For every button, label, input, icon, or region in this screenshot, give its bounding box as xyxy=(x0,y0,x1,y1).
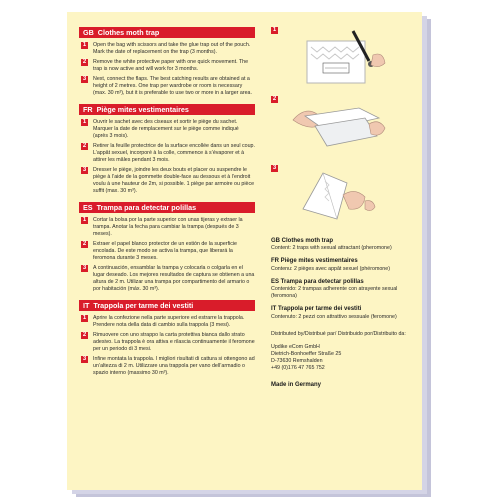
section-title: Clothes moth trap xyxy=(97,28,160,37)
step-number: 2 xyxy=(82,59,87,65)
info-column xyxy=(271,27,415,388)
contents-item xyxy=(271,279,415,300)
step-number: 3 xyxy=(82,76,87,82)
contents-title: GB Clothes moth trap xyxy=(271,238,334,244)
step xyxy=(79,315,255,329)
step xyxy=(79,76,255,97)
contents-text: Contenuto: 2 pezzi con attrattivo sessuale (feromone) xyxy=(271,313,397,320)
section-header xyxy=(79,27,255,38)
illustration-number: 1 xyxy=(272,27,277,33)
made-in-label: Made in Germany xyxy=(271,381,322,388)
step-text: Retirer la feuille protectrice de la surface encollée dans un seul coup. L’appât sexuel, incorporé à la colle, commence à s’évaporer et à attirer les mâles pendant 3 mois. xyxy=(93,143,255,163)
step xyxy=(79,241,255,262)
section-es xyxy=(79,202,255,293)
illustration-1 xyxy=(271,27,415,88)
lang-code: FR xyxy=(83,105,93,114)
lang-code: ES xyxy=(83,203,93,212)
step-number: 2 xyxy=(82,143,87,149)
section-title: Trappola per tarme dei vestiti xyxy=(93,301,194,310)
illustration-2 xyxy=(271,96,415,157)
step-number: 3 xyxy=(82,265,87,271)
step-text: Extraer el papel blanco protector de un estión de la superficie encolada. De este modo se activa la trampa, que liberará la feromona durante 3 meses. xyxy=(93,241,237,261)
peel-protective-paper-illustration xyxy=(285,96,395,156)
contents-title: IT Trappola per tarme dei vestiti xyxy=(271,306,362,313)
section-it xyxy=(79,300,255,377)
step-number: 3 xyxy=(82,167,87,173)
contents-text: Contenido: 2 trampas adherente con atrayente sexual (feromona) xyxy=(271,286,398,300)
contents-item xyxy=(271,306,415,320)
illustration-number: 2 xyxy=(272,96,277,102)
section-header xyxy=(79,202,255,213)
contents-title: ES Trampa para detectar polillas xyxy=(271,278,364,285)
section-gb xyxy=(79,27,255,97)
step xyxy=(79,143,255,164)
contents-list xyxy=(271,238,415,321)
section-header xyxy=(79,104,255,115)
instruction-leaflet xyxy=(67,12,422,490)
distributor-address xyxy=(271,344,415,372)
contents-text: Content: 2 traps with sexual attractant (pheromone) xyxy=(271,245,392,252)
step xyxy=(79,42,255,56)
step-text: A continuación, ensamblar la trampa y colocarla o colgarla en el lugar deseado. Los mejores resultados de captura se obtienen a una altura de 2 m. Utilizar una trampa por compartimento del armario o por habitación (máx. 30 m³). xyxy=(93,265,255,292)
phone-number: +49 (0)176 47 765 752 xyxy=(271,364,325,371)
step-number: 1 xyxy=(82,119,87,125)
step-text: Dresser le piège, joindre les deux bouts et placer ou suspendre le piège à l’aide de la gommette double-face au dessous et à l’endroit voulu à une hauteur de 2m, si possible. 1 piège par armoire ou pièce suffit (max. 30 m³). xyxy=(93,167,255,194)
step-number: 1 xyxy=(82,315,87,321)
lang-code: GB xyxy=(83,28,94,37)
step-text: Aprire la confezione nella parte superiore ed estrarre la trappola. Prendere nota della data di cambio sulla trappola (3 mesi). xyxy=(93,315,245,328)
step-text: Rimuovere con uno strappo la carta protettiva bianca dallo strato adesivo. La trappola è ora attiva e rilascia continuamente il feromone per un periodo di 3 mesi. xyxy=(93,332,255,352)
distributor-label: Distributed by/Distribué par/ Distribuido por/Distribuito da: xyxy=(271,330,406,337)
contents-title: FR Piège mites vestimentaires xyxy=(271,258,358,265)
illustration-number: 3 xyxy=(272,165,277,171)
step-text: Infine montata la trappola. I migliori risultati di cattura si ottengono ad un’altezza di 2 m. Utilizzare una trappola per vano dell’armadio o spazio interno (massimo 30 m³). xyxy=(93,356,255,376)
step-number: 3 xyxy=(82,356,87,362)
step xyxy=(79,265,255,293)
open-bag-with-scissors-illustration xyxy=(285,27,395,87)
step-text: Cortar la bolsa por la parte superior con unas tijeras y extraer la trampa. Anotar la fecha para cambiar la trampa (después de 3 meses). xyxy=(93,217,243,237)
contents-item xyxy=(271,258,415,272)
section-title: Piège mites vestimentaires xyxy=(96,105,189,114)
lang-code: IT xyxy=(83,301,90,310)
contents-text: Contenu: 2 pièges avec appât sexuel (phéromone) xyxy=(271,265,390,272)
illustration-3 xyxy=(271,165,415,226)
distributor-block xyxy=(271,331,415,388)
step xyxy=(79,167,255,195)
step-number: 2 xyxy=(82,332,87,338)
instructions-column xyxy=(79,27,255,384)
step-number: 2 xyxy=(82,241,87,247)
section-title: Trampa para detectar polillas xyxy=(96,203,197,212)
step xyxy=(79,332,255,353)
step-text: Open the bag with scissors and take the glue trap out of the pouch. Mark the date of replacement on the trap (3 months). xyxy=(93,42,251,55)
section-fr xyxy=(79,104,255,195)
address-line: D-73630 Remshalden xyxy=(271,357,323,364)
address-line: Dietrich-Bonhoeffer Straße 25 xyxy=(271,350,342,357)
step-text: Ouvrir le sachet avec des ciseaux et sortir le piège du sachet. Marquer la date de remplacement sur le piège comme indiqué (après 3 mois). xyxy=(93,119,239,139)
step xyxy=(79,119,255,140)
step xyxy=(79,356,255,377)
step-text: Remove the white protective paper with one quick movement. The trap is now active and will work for 3 months. xyxy=(93,59,249,72)
step-number: 1 xyxy=(82,42,87,48)
section-header xyxy=(79,300,255,311)
step-number: 1 xyxy=(82,217,87,223)
step xyxy=(79,217,255,238)
step xyxy=(79,59,255,73)
address-line: Updike eCom GmbH xyxy=(271,343,320,350)
assembled-trap-illustration xyxy=(285,165,395,225)
contents-item xyxy=(271,238,415,252)
step-text: Next, connect the flaps. The best catching results are obtained at a height of 2 metres. One trap per wardrobe or room is necessary (max. 30 m³), but it is preferable to use two or more in a larger area. xyxy=(93,76,252,96)
